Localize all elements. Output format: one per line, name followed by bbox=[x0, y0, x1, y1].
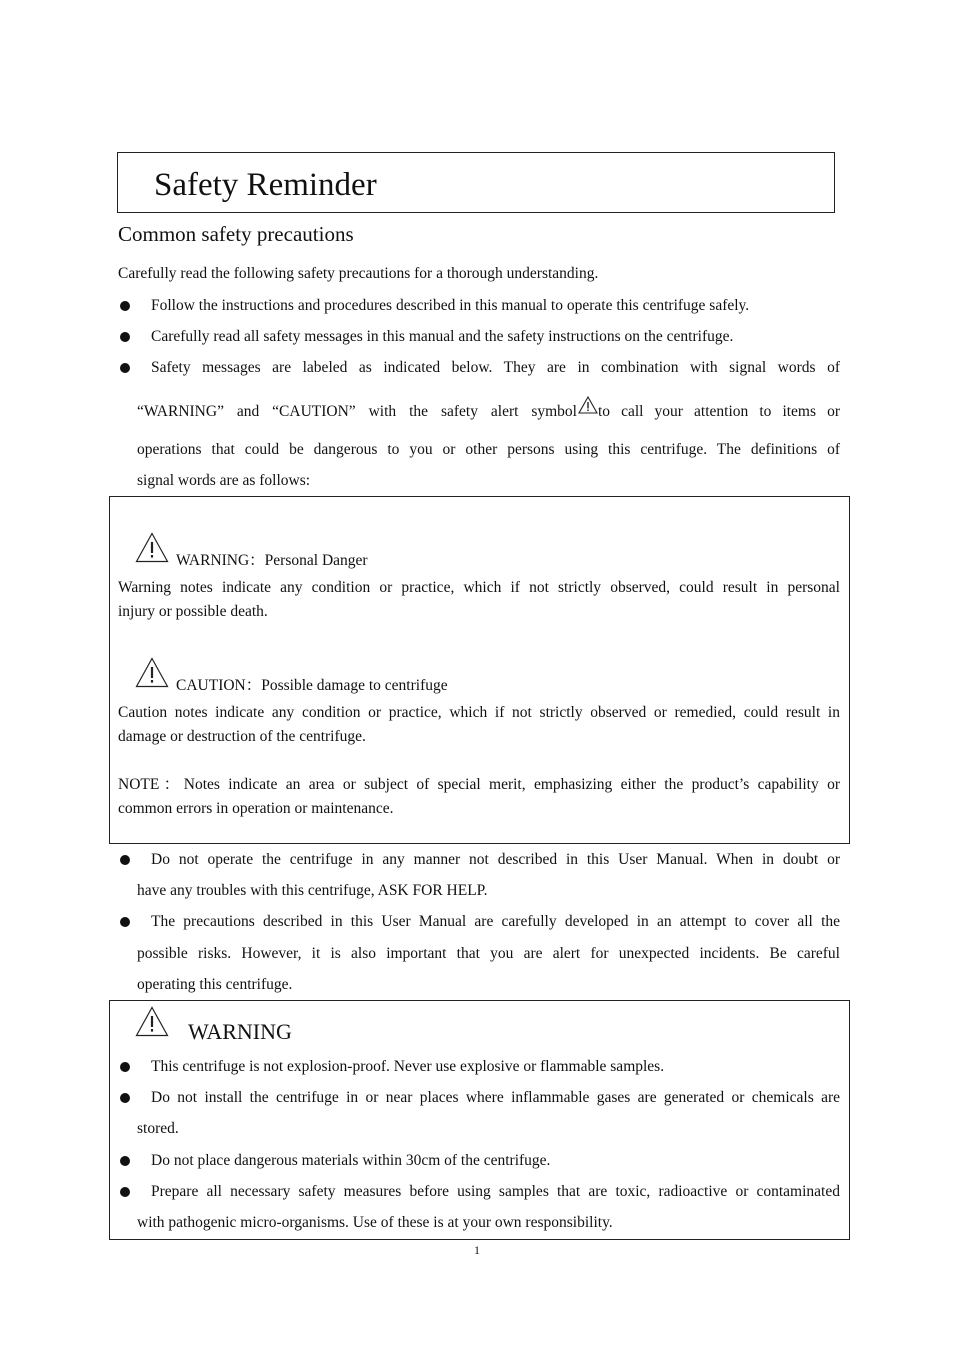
warning-triangle-icon bbox=[135, 532, 169, 563]
bullet-dot-icon bbox=[120, 917, 130, 927]
bullet-dot-icon bbox=[120, 332, 130, 342]
bullet-dot-icon bbox=[120, 1187, 130, 1197]
title-box bbox=[117, 152, 835, 213]
warning-label: WARNING：Personal Danger bbox=[176, 552, 368, 569]
bullet-text: possible risks. However, it is also important that you are alert for unexpected incidents. Be careful bbox=[137, 945, 840, 962]
bullet-text: Carefully read all safety messages in this manual and the safety instructions on the centrifuge. bbox=[151, 328, 734, 345]
intro-text: Carefully read the following safety precautions for a thorough understanding. bbox=[118, 265, 599, 282]
warning-triangle-icon bbox=[578, 396, 598, 414]
warning-triangle-icon bbox=[135, 1006, 169, 1037]
bullet-text: The precautions described in this User Manual are carefully developed in an attempt to cover all the bbox=[151, 913, 840, 930]
warning-heading: WARNING bbox=[188, 1019, 292, 1044]
caution-definition: damage or destruction of the centrifuge. bbox=[118, 728, 366, 745]
bullet-dot-icon bbox=[120, 1062, 130, 1072]
page-number: 1 bbox=[474, 1243, 480, 1257]
bullet-text: “WARNING” and “CAUTION” with the safety alert symbol bbox=[137, 403, 577, 420]
bullet-dot-icon bbox=[120, 1156, 130, 1166]
bullet-dot-icon bbox=[120, 855, 130, 865]
warning-item: stored. bbox=[137, 1120, 179, 1137]
note-definition: common errors in operation or maintenance. bbox=[118, 800, 394, 817]
warning-item: This centrifuge is not explosion-proof. Never use explosive or flammable samples. bbox=[151, 1058, 665, 1075]
warning-item: Do not install the centrifuge in or near places where inflammable gases are generated or chemicals are bbox=[151, 1089, 840, 1106]
warning-item: Prepare all necessary safety measures before using samples that are toxic, radioactive or contaminated bbox=[151, 1183, 840, 1200]
bullet-text: to call your attention to items or bbox=[598, 403, 840, 420]
warning-definition: Warning notes indicate any condition or practice, which if not strictly observed, could result in personal bbox=[118, 579, 840, 596]
warning-item: Do not place dangerous materials within 30cm of the centrifuge. bbox=[151, 1152, 551, 1169]
note-definition: NOTE：Notes indicate an area or subject of special merit, emphasizing either the product’s capability or bbox=[118, 776, 840, 793]
bullet-dot-icon bbox=[120, 363, 130, 373]
bullet-dot-icon bbox=[120, 301, 130, 311]
caution-definition: Caution notes indicate any condition or practice, which if not strictly observed or remedied, could result in bbox=[118, 704, 840, 721]
warning-triangle-icon bbox=[135, 657, 169, 688]
bullet-text: signal words are as follows: bbox=[137, 472, 311, 489]
bullet-text: operating this centrifuge. bbox=[137, 976, 293, 993]
bullet-text: have any troubles with this centrifuge, ASK FOR HELP. bbox=[137, 882, 488, 899]
page-title: Safety Reminder bbox=[154, 167, 377, 203]
section-heading: Common safety precautions bbox=[118, 222, 354, 246]
bullet-text: Do not operate the centrifuge in any manner not described in this User Manual. When in doubt or bbox=[151, 851, 840, 868]
warning-definition: injury or possible death. bbox=[118, 603, 268, 620]
bullet-text: Follow the instructions and procedures described in this manual to operate this centrifuge safely. bbox=[151, 297, 750, 314]
bullet-dot-icon bbox=[120, 1093, 130, 1103]
bullet-text: Safety messages are labeled as indicated below. They are in combination with signal words of bbox=[151, 359, 840, 376]
caution-label: CAUTION：Possible damage to centrifuge bbox=[176, 677, 448, 694]
warning-item: with pathogenic micro-organisms. Use of these is at your own responsibility. bbox=[137, 1214, 613, 1231]
bullet-text: operations that could be dangerous to you or other persons using this centrifuge. The definitions of bbox=[137, 441, 840, 458]
